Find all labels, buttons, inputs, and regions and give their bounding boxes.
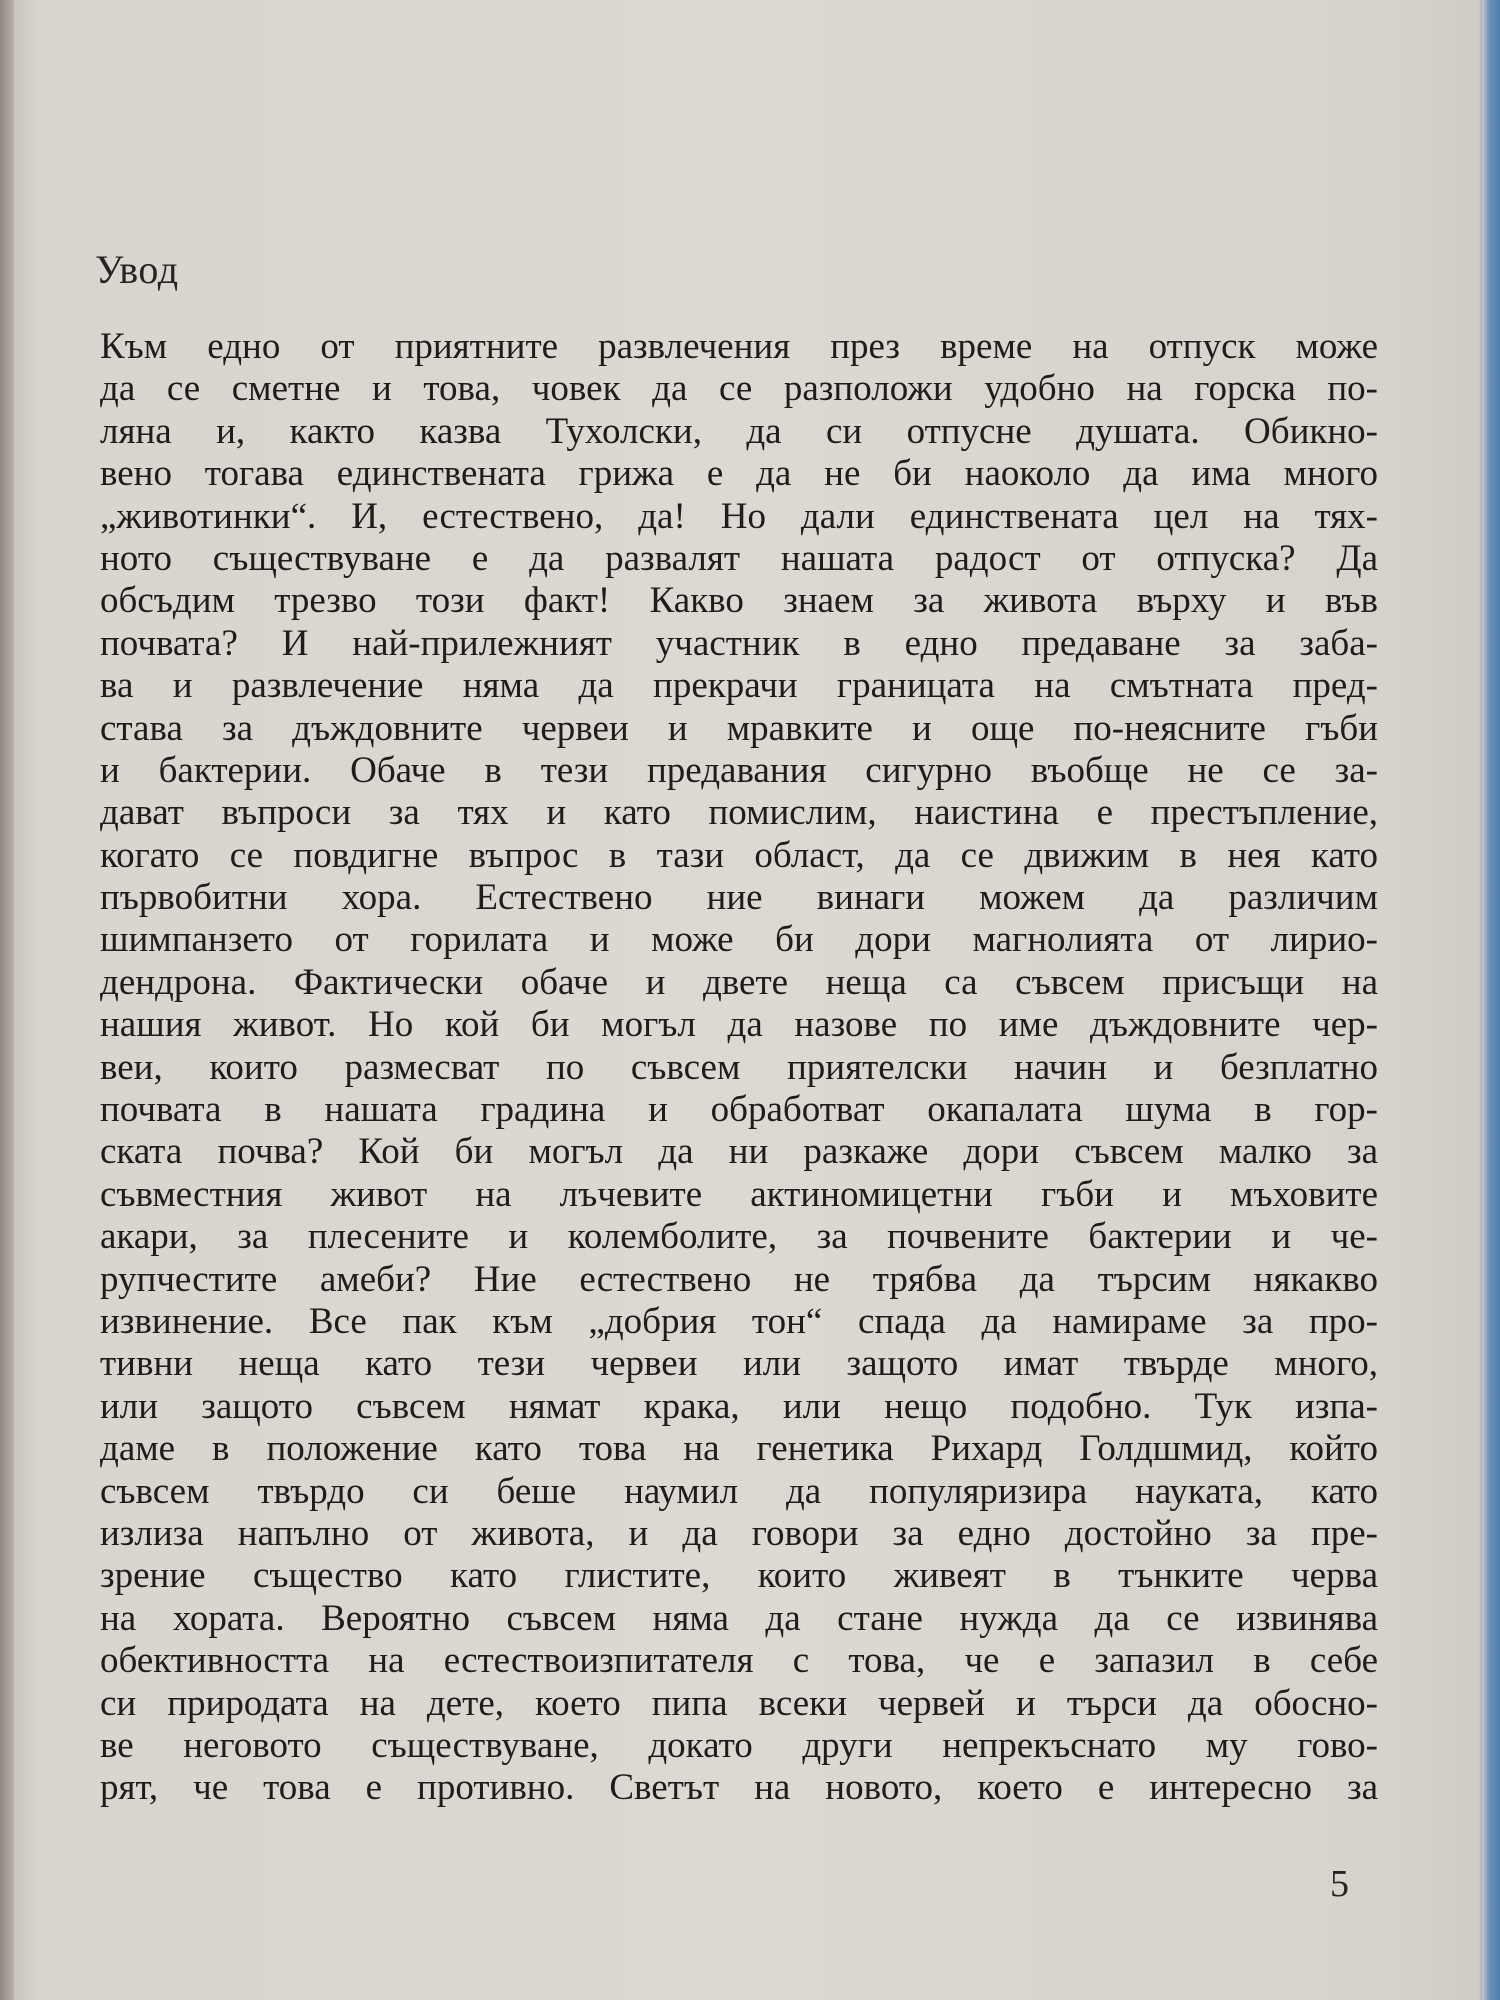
text-line: вено тогава единствената грижа е да не би наоколо да има много — [100, 453, 1378, 495]
text-line: даме в положение като това на генетика Рихард Голдшмид, който — [100, 1428, 1378, 1470]
text-line: първобитни хора. Естествено ние винаги можем да различим — [100, 877, 1378, 919]
text-line: дендрона. Фактически обаче и двете неща са съвсем присъщи на — [100, 961, 1378, 1003]
background-edge — [1482, 0, 1500, 2000]
text-line: рят, че това е противно. Светът на новото, което е интересно за — [100, 1767, 1378, 1809]
text-line: и бактерии. Обаче в тези предавания сигурно въобще не се за- — [100, 749, 1378, 791]
text-line: акари, за плесените и колемболите, за почвените бактерии и че- — [100, 1216, 1378, 1258]
text-line: извинение. Все пак към „добрия тон“ спада да намираме за про- — [100, 1300, 1378, 1342]
text-line: Към едно от приятните развлечения през време на отпуск може — [100, 326, 1378, 367]
text-line: обективността на естествоизпитателя с това, че е запазил в себе — [100, 1640, 1378, 1682]
text-line: рупчестите амеби? Ние естествено не трябва да търсим някакво — [100, 1258, 1378, 1300]
text-line: почвата? И най-прилежният участник в едно предаване за заба- — [100, 622, 1378, 664]
text-line: излиза напълно от живота, и да говори за едно достойно за пре- — [100, 1512, 1378, 1554]
text-line: „животинки“. И, естествено, да! Но дали единствената цел на тях- — [100, 495, 1378, 537]
text-line: ската почва? Кой би могъл да ни разкаже дори съвсем малко за — [100, 1131, 1378, 1173]
text-line: става за дъждовните червеи и мравките и още по-неясните гъби — [100, 707, 1378, 749]
book-spine-shadow — [0, 0, 14, 2000]
text-line: веи, които размесват по съвсем приятелски начин и безплатно — [100, 1046, 1378, 1088]
text-line: когато се повдигне въпрос в тази област, да се движим в нея като — [100, 834, 1378, 876]
text-line: шимпанзето от горилата и може би дори магнолията от лирио- — [100, 919, 1378, 961]
text-line: ве неговото съществуване, докато други непрекъснато му гово- — [100, 1724, 1378, 1766]
body-text — [100, 326, 1378, 1810]
text-line: обсъдим трезво този факт! Какво знаем за живота върху и във — [100, 580, 1378, 622]
text-line: или защото съвсем нямат крака, или нещо подобно. Тук изпа- — [100, 1385, 1378, 1427]
page-number: 5 — [1330, 1863, 1349, 1905]
chapter-title: Увод — [95, 247, 179, 292]
text-line: си природата на дете, което пипа всеки червей и търси да обосно- — [100, 1682, 1378, 1724]
text-line: почвата в нашата градина и обработват окапалата шума в гор- — [100, 1089, 1378, 1131]
text-line: да се сметне и това, човек да се разположи удобно на горска по- — [100, 368, 1378, 410]
text-line: ляна и, както казва Тухолски, да си отпусне душата. Обикно- — [100, 410, 1378, 452]
text-line: дават въпроси за тях и като помислим, наистина е престъпление, — [100, 792, 1378, 834]
text-line: на хората. Вероятно съвсем няма да стане нужда да се извинява — [100, 1597, 1378, 1639]
text-line: ва и развлечение няма да прекрачи границата на смътната пред- — [100, 665, 1378, 707]
text-line: съвсем твърдо си беше наумил да популяризира науката, като — [100, 1470, 1378, 1512]
text-line: зрение същество като глистите, които живеят в тънките черва — [100, 1555, 1378, 1597]
text-line: съвместния живот на лъчевите актиномицетни гъби и мъховите — [100, 1173, 1378, 1215]
text-line: нашия живот. Но кой би могъл да назове по име дъждовните чер- — [100, 1004, 1378, 1046]
text-line: ното съществуване е да развалят нашата радост от отпуска? Да — [100, 537, 1378, 579]
text-line: тивни неща като тези червеи или защото имат твърде много, — [100, 1343, 1378, 1385]
